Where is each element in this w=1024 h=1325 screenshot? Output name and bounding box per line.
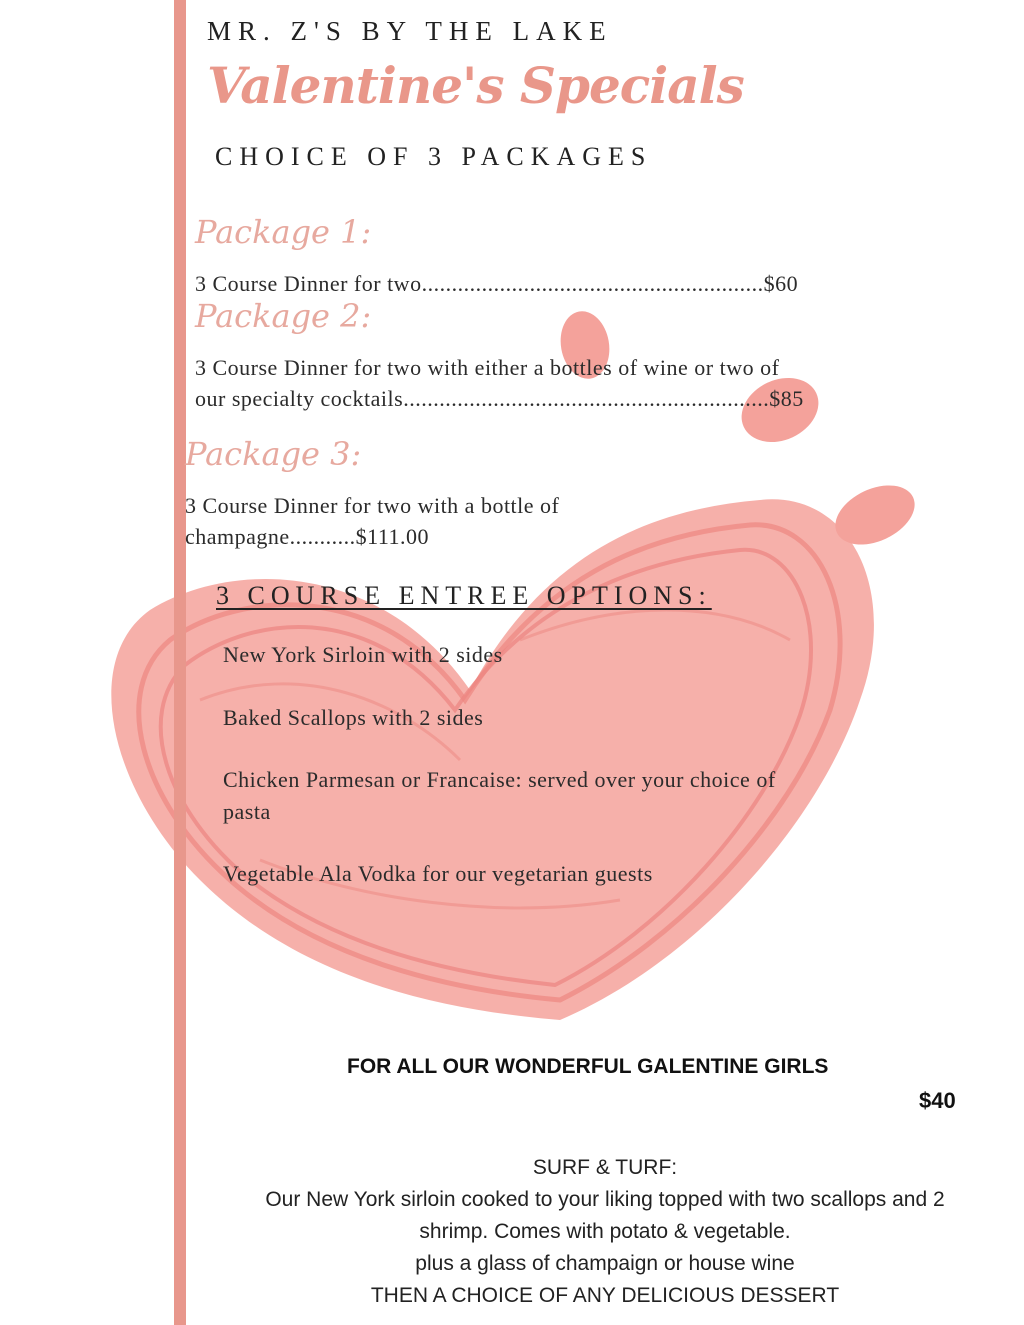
page-subtitle: CHOICE OF 3 PACKAGES xyxy=(215,142,653,171)
surf-turf-description: shrimp. Comes with potato & vegetable. xyxy=(419,1220,791,1243)
package-3-title: Package 3: xyxy=(185,435,362,473)
page-title: Valentine's Specials xyxy=(207,56,744,115)
entree-item-continued: pasta xyxy=(223,799,271,824)
surf-turf-dessert: THEN A CHOICE OF ANY DELICIOUS DESSERT xyxy=(370,1284,840,1307)
entree-item: Vegetable Ala Vodka for our vegetarian guests xyxy=(223,861,653,886)
left-accent-bar xyxy=(174,0,186,1325)
restaurant-name: MR. Z'S BY THE LAKE xyxy=(207,16,613,46)
entree-item: Baked Scallops with 2 sides xyxy=(223,705,484,730)
entree-item: New York Sirloin with 2 sides xyxy=(223,642,503,667)
package-2-title: Package 2: xyxy=(195,297,372,335)
entree-item: Chicken Parmesan or Francaise: served over your choice of xyxy=(223,767,776,792)
galentine-heading: FOR ALL OUR WONDERFUL GALENTINE GIRLS xyxy=(347,1055,829,1078)
galentine-price: $40 xyxy=(919,1088,956,1113)
package-2-description-line2: our specialty cocktails.............................................................$85 xyxy=(195,386,804,411)
package-1-title: Package 1: xyxy=(195,213,372,251)
surf-turf-description: Our New York sirloin cooked to your liking topped with two scallops and 2 xyxy=(265,1188,945,1211)
package-1-description: 3 Course Dinner for two.........................................................$60 xyxy=(195,271,799,296)
package-3-description-line2: champagne...........$111.00 xyxy=(185,524,430,549)
package-3-description-line1: 3 Course Dinner for two with a bottle of xyxy=(185,493,560,518)
package-2-description-line1: 3 Course Dinner for two with either a bottles of wine or two of xyxy=(195,355,780,380)
surf-turf-drink: plus a glass of champaign or house wine xyxy=(415,1252,795,1275)
surf-turf-title: SURF & TURF: xyxy=(532,1156,678,1179)
entree-options-heading: 3 COURSE ENTREE OPTIONS: xyxy=(216,581,712,610)
